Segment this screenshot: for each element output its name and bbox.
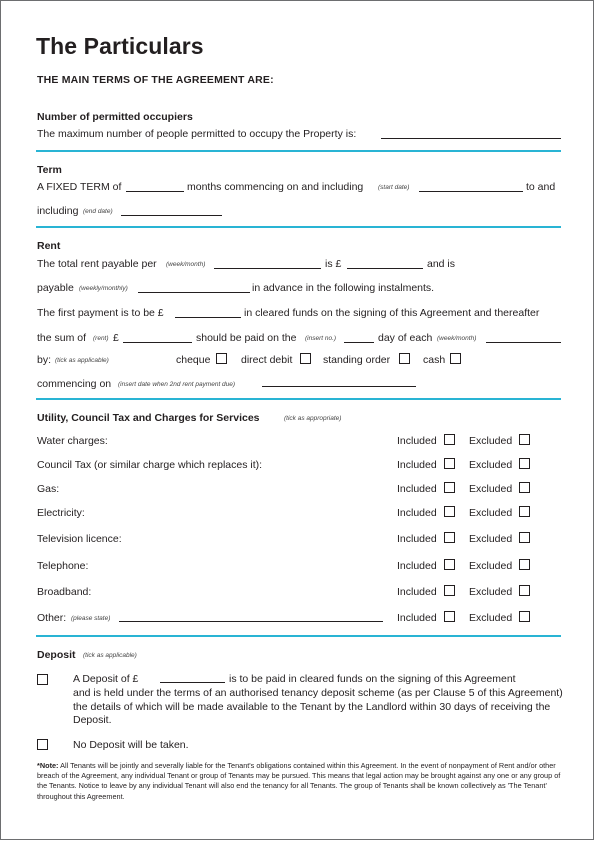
utility-label: Other:: [37, 612, 67, 624]
rent-heading: Rent: [37, 240, 61, 252]
included-label: Included: [397, 533, 437, 545]
section-divider: [36, 398, 561, 400]
included-checkbox[interactable]: [444, 559, 455, 570]
included-checkbox[interactable]: [444, 506, 455, 517]
utility-label: Water charges:: [37, 435, 108, 447]
excluded-label: Excluded: [469, 483, 513, 495]
deposit-hint: (tick as applicable): [83, 652, 137, 659]
rent-text: and is: [427, 258, 456, 270]
method-label-direct-debit: direct debit: [241, 354, 293, 366]
method-checkbox-standing-order[interactable]: [399, 353, 410, 364]
included-label: Included: [397, 459, 437, 471]
other-hint: (please state): [71, 615, 111, 622]
rent-text: by:: [37, 354, 52, 366]
rent-hint: (week/month): [166, 261, 206, 268]
excluded-checkbox[interactable]: [519, 611, 530, 622]
included-checkbox[interactable]: [444, 482, 455, 493]
deposit-text: and is held under the terms of an authorised tenancy deposit scheme (as per Clause 5 of this Agreement) the details of which will be made available to the Tenant by the Landlord within 30 days of receiving the Deposit.: [73, 687, 563, 726]
pay-period-field[interactable]: [486, 342, 561, 343]
excluded-label: Excluded: [469, 507, 513, 519]
excluded-checkbox[interactable]: [519, 482, 530, 493]
utilities-heading: Utility, Council Tax and Charges for Services: [37, 412, 260, 424]
section-divider: [36, 226, 561, 228]
end-date-field[interactable]: [121, 215, 222, 216]
excluded-label: Excluded: [469, 533, 513, 545]
commencing-date-field[interactable]: [262, 386, 416, 387]
rent-text: payable: [37, 282, 74, 294]
term-text: A FIXED TERM of: [37, 181, 122, 193]
utilities-hint: (tick as appropriate): [284, 415, 342, 422]
note: [37, 761, 562, 802]
included-checkbox[interactable]: [444, 434, 455, 445]
rent-text: The first payment is to be £: [37, 307, 164, 319]
section-divider: [36, 635, 561, 637]
rent-hint: (insert no.): [305, 335, 337, 342]
term-months-field[interactable]: [126, 191, 184, 192]
rent-frequency-field[interactable]: [138, 292, 250, 293]
utility-label: Gas:: [37, 483, 60, 495]
rent-amount-field[interactable]: [347, 268, 423, 269]
excluded-checkbox[interactable]: [519, 532, 530, 543]
rent-hint: (tick as applicable): [55, 357, 109, 364]
term-text: to and: [526, 181, 556, 193]
rent-hint: (insert date when 2nd rent payment due): [118, 381, 236, 388]
term-text: months commencing on and including: [187, 181, 364, 193]
included-checkbox[interactable]: [444, 532, 455, 543]
start-date-hint: (start date): [378, 184, 410, 191]
rent-text: day of each: [378, 332, 433, 344]
included-label: Included: [397, 435, 437, 447]
rent-text: is £: [325, 258, 342, 270]
rent-period-field[interactable]: [214, 268, 321, 269]
rent-text: in advance in the following instalments.: [252, 282, 435, 294]
rent-text: commencing on: [37, 378, 112, 390]
method-checkbox-cheque[interactable]: [216, 353, 227, 364]
excluded-label: Excluded: [469, 435, 513, 447]
included-label: Included: [397, 507, 437, 519]
method-label-cash: cash: [423, 354, 446, 366]
utility-label: Broadband:: [37, 586, 92, 598]
method-label-cheque: cheque: [176, 354, 211, 366]
utility-label: Council Tax (or similar charge which replaces it):: [37, 459, 263, 471]
included-checkbox[interactable]: [444, 585, 455, 596]
utility-label: Television licence:: [37, 533, 122, 545]
excluded-label: Excluded: [469, 459, 513, 471]
occupiers-text: The maximum number of people permitted to occupy the Property is:: [37, 128, 357, 140]
rent-text: in cleared funds on the signing of this Agreement and thereafter: [244, 307, 540, 319]
utility-label: Telephone:: [37, 560, 89, 572]
note-text: All Tenants will be jointly and severally liable for the Tenant's obligations contained within this Agreement. In the event of nonpayment of Rent and/or other breach of the Agreement, any individual Tenant or group of Tenants may be pursued. This means that legal action may be brought against any one or any group of the Tenants. Notice to leave by any individual Tenant will also end the tenancy for all Tenants. The group of Tenants shall be known collectively as 'The Tenant' throughout this Agreement.: [37, 761, 561, 801]
start-date-field[interactable]: [419, 191, 523, 192]
note-label: *Note:: [37, 761, 59, 770]
subtitle: THE MAIN TERMS OF THE AGREEMENT ARE:: [37, 74, 274, 86]
first-payment-field[interactable]: [175, 317, 241, 318]
deposit-heading: Deposit: [37, 649, 76, 661]
end-date-hint: (end date): [83, 208, 113, 215]
method-checkbox-cash[interactable]: [450, 353, 461, 364]
excluded-checkbox[interactable]: [519, 585, 530, 596]
rent-hint: (rent): [93, 335, 109, 342]
excluded-label: Excluded: [469, 586, 513, 598]
included-label: Included: [397, 612, 437, 624]
included-checkbox[interactable]: [444, 458, 455, 469]
excluded-label: Excluded: [469, 560, 513, 572]
no-deposit-label: No Deposit will be taken.: [73, 739, 189, 751]
included-label: Included: [397, 483, 437, 495]
rent-text: The total rent payable per: [37, 258, 157, 270]
occupiers-heading: Number of permitted occupiers: [37, 111, 193, 123]
deposit-text: is to be paid in cleared funds on the signing of this Agreement: [229, 673, 516, 685]
excluded-checkbox[interactable]: [519, 458, 530, 469]
rent-text: the sum of: [37, 332, 87, 344]
deposit-checkbox[interactable]: [37, 674, 48, 685]
excluded-checkbox[interactable]: [519, 434, 530, 445]
deposit-amount-field[interactable]: [160, 682, 225, 683]
included-label: Included: [397, 586, 437, 598]
excluded-checkbox[interactable]: [519, 506, 530, 517]
page-title: The Particulars: [36, 33, 204, 59]
rent-text: £: [113, 332, 119, 344]
term-text: including: [37, 205, 79, 217]
utility-label: Electricity:: [37, 507, 85, 519]
rent-sum-field[interactable]: [123, 342, 192, 343]
rent-hint: (weekly/monthly): [79, 285, 128, 292]
excluded-checkbox[interactable]: [519, 559, 530, 570]
pay-day-field[interactable]: [344, 342, 374, 343]
method-checkbox-direct-debit[interactable]: [300, 353, 311, 364]
rent-hint: (week/month): [437, 335, 477, 342]
no-deposit-checkbox[interactable]: [37, 739, 48, 750]
other-utility-field[interactable]: [119, 621, 383, 622]
excluded-label: Excluded: [469, 612, 513, 624]
rent-text: should be paid on the: [196, 332, 297, 344]
occupiers-field[interactable]: [381, 138, 561, 139]
included-checkbox[interactable]: [444, 611, 455, 622]
method-label-standing-order: standing order: [323, 354, 391, 366]
deposit-text: A Deposit of £: [73, 673, 139, 685]
section-divider: [36, 150, 561, 152]
term-heading: Term: [37, 164, 62, 176]
included-label: Included: [397, 560, 437, 572]
